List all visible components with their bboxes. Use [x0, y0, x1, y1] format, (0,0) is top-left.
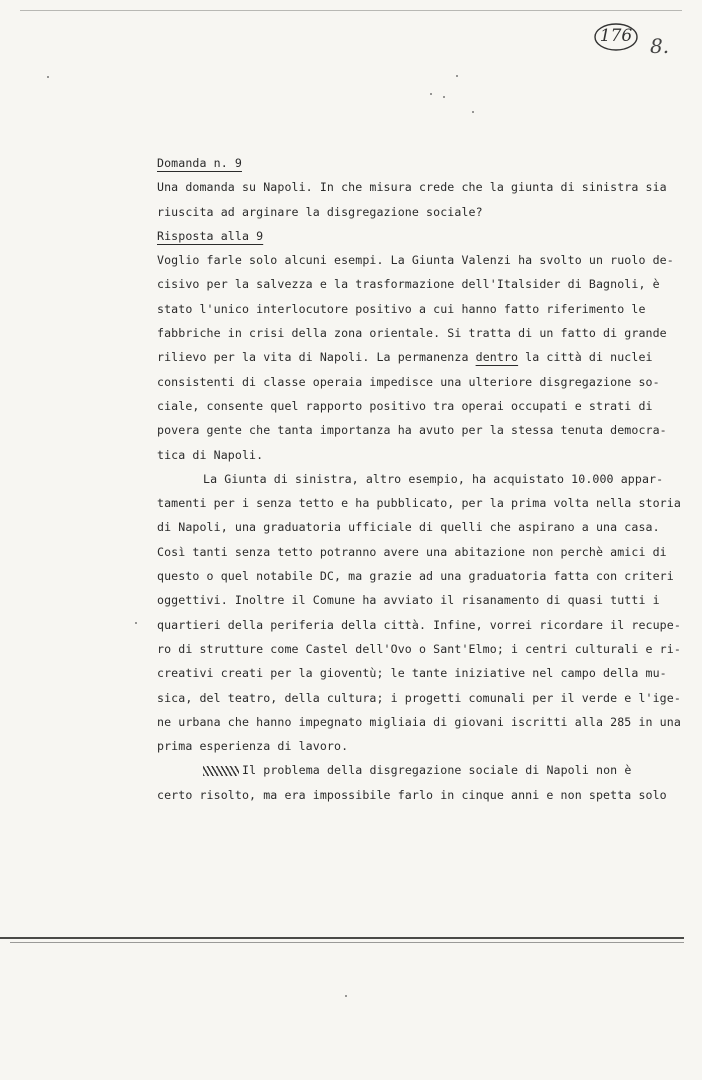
answer-line: sica, del teatro, della cultura; i progetti comunali per il verde e l'ige-	[157, 690, 681, 705]
answer-line	[157, 758, 677, 782]
answer-line: tica di Napoli.	[157, 447, 264, 462]
answer-line: fabbriche in crisi della zona orientale. Si tratta di un fatto di grande	[157, 326, 667, 341]
question-label: Domanda n. 9	[157, 156, 242, 170]
answer-line: di Napoli, una graduatoria ufficiale di quelli che aspirano a una casa.	[157, 520, 660, 535]
bottom-edge-line	[0, 937, 684, 939]
scan-speck	[47, 76, 49, 78]
strikeout-scribble-icon	[203, 766, 239, 776]
answer-line: creativi creati per la gioventù; le tante iniziative nel campo della mu-	[157, 666, 667, 681]
answer-line	[157, 345, 677, 369]
answer-line: ro di strutture come Castel dell'Ovo o Sant'Elmo; i centri culturali e ri-	[157, 641, 681, 656]
answer-line: tamenti per i senza tetto e ha pubblicato, per la prima volta nella storia	[157, 496, 681, 511]
answer-line: cisivo per la salvezza e la trasformazione dell'Italsider di Bagnoli, è	[157, 277, 660, 292]
answer-line: povera gente che tanta importanza ha avuto per la stessa tenuta democra-	[157, 423, 667, 438]
top-edge-line	[20, 10, 682, 11]
answer-label: Risposta alla 9	[157, 228, 264, 243]
answer-line: consistenti di classe operaia impedisce una ulteriore disgregazione so-	[157, 374, 660, 389]
answer-text: Il problema della disgregazione sociale di Napoli non è	[242, 763, 632, 778]
answer-line: Voglio farle solo alcuni esempi. La Giunta Valenzi ha svolto un ruolo de-	[157, 253, 674, 268]
answer-line: oggettivi. Inoltre il Comune ha avviato il risanamento di quasi tutti i	[157, 593, 660, 608]
answer-line: quartieri della periferia della città. Infine, vorrei ricordare il recupe-	[157, 617, 681, 632]
page-number-stamp	[593, 22, 639, 52]
underlined-word: dentro	[475, 350, 519, 365]
answer-text: rilievo per la vita di Napoli. La permanenza	[157, 350, 476, 365]
page-number-circled: 176	[599, 26, 633, 46]
answer-line: La Giunta di sinistra, altro esempio, ha acquistato 10.000 appar-	[203, 471, 664, 486]
question-line: Una domanda su Napoli. In che misura crede che la giunta di sinistra sia	[157, 180, 667, 195]
scan-speck	[345, 995, 347, 997]
scan-speck	[135, 622, 137, 624]
answer-line: certo risolto, ma era impossibile farlo in cinque anni e non spetta solo	[157, 787, 667, 802]
answer-line: stato l'unico interlocutore positivo a cui hanno fatto riferimento le	[157, 301, 646, 316]
scan-speck	[472, 111, 474, 113]
answer-line: questo o quel notabile DC, ma grazie ad una graduatoria fatta con criteri	[157, 569, 674, 584]
answer-line: prima esperienza di lavoro.	[157, 739, 349, 754]
question-line: riuscita ad arginare la disgregazione sociale?	[157, 204, 483, 219]
page-sequence-number: 8.	[650, 34, 670, 58]
answer-line: ne urbana che hanno impegnato migliaia di giovani iscritti alla 285 in una	[157, 714, 681, 729]
scan-speck	[430, 93, 432, 95]
document-body	[157, 151, 681, 807]
answer-text: la città di nuclei	[518, 350, 653, 365]
answer-line: ciale, consente quel rapporto positivo tra operai occupati e strati di	[157, 398, 653, 413]
scan-speck	[443, 96, 445, 98]
bottom-edge-line	[10, 942, 684, 943]
scan-speck	[456, 75, 458, 77]
answer-line: Così tanti senza tetto potranno avere una abitazione non perchè amici di	[157, 544, 667, 559]
